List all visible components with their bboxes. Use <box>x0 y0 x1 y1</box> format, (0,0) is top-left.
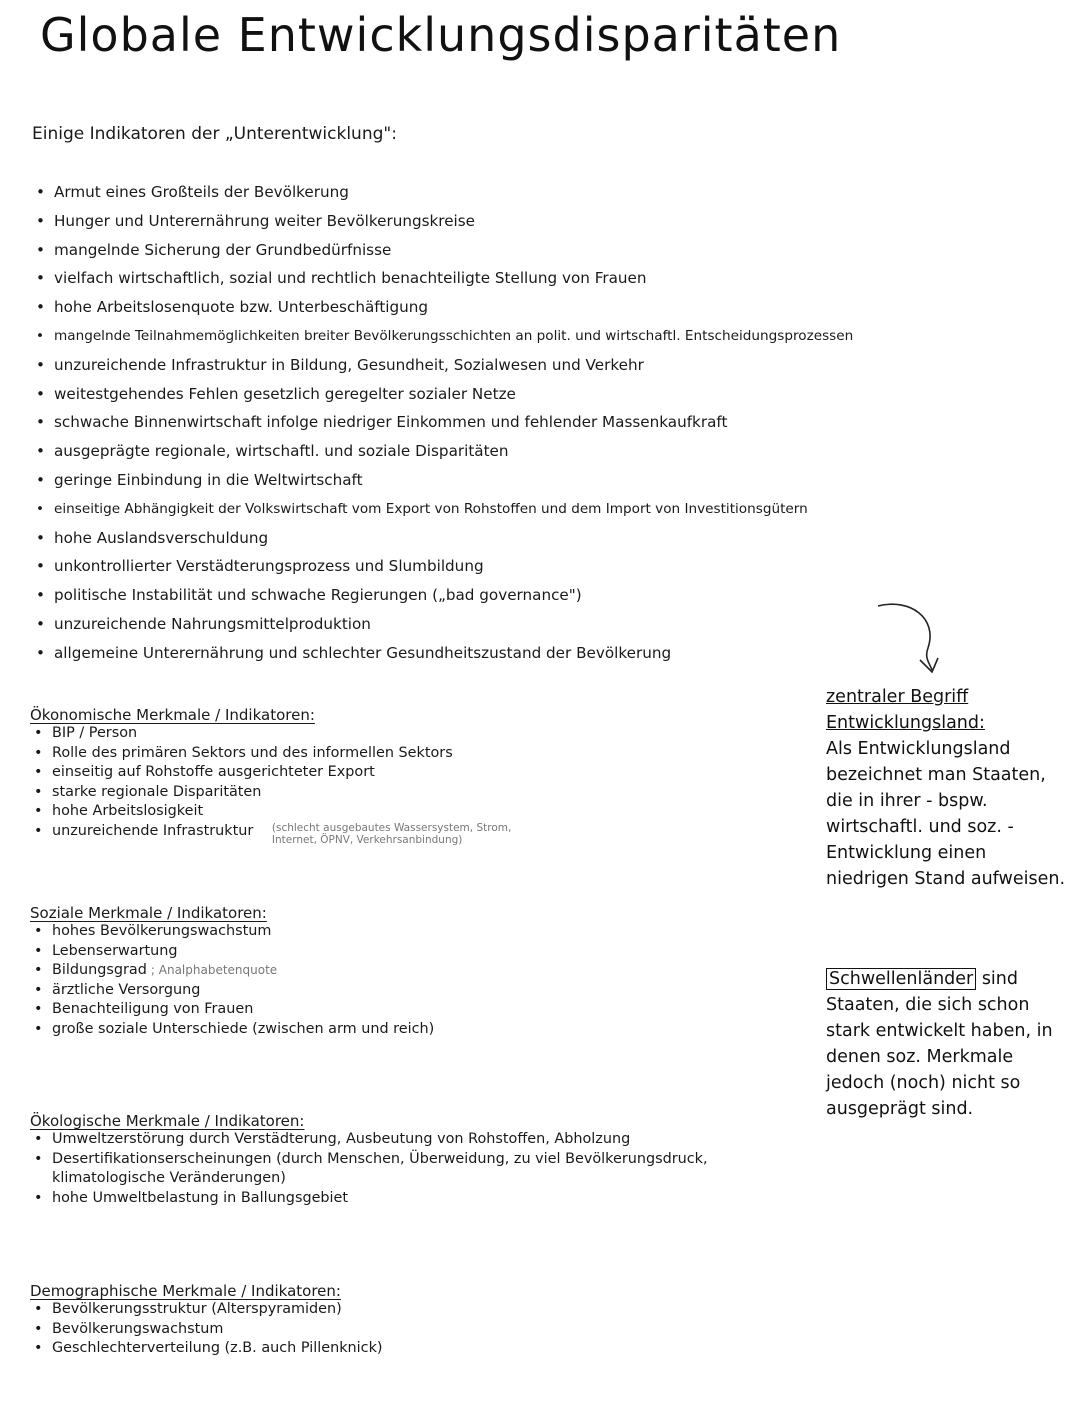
list-item: • starke regionale Disparitäten <box>30 783 511 803</box>
list-item: • Bevölkerungswachstum <box>30 1320 383 1340</box>
list-item: • Umweltzerstörung durch Verstädterung, Ausbeutung von Rohstoffen, Abholzung <box>30 1130 790 1150</box>
section-heading: Demographische Merkmale / Indikatoren: <box>30 1282 341 1300</box>
list-item: • BIP / Person <box>30 724 511 744</box>
list-item: • hohe Arbeitslosigkeit <box>30 802 511 822</box>
defined-term: Schwellenländer <box>826 968 976 990</box>
side-label: zentraler Begriff <box>826 687 969 707</box>
section-heading: Ökologische Merkmale / Indikatoren: <box>30 1112 305 1130</box>
list-item: • hohe Umweltbelastung in Ballungsgebiet <box>30 1189 790 1209</box>
list-item: • politische Instabilität und schwache Regierungen („bad governance") <box>32 581 853 610</box>
list-item <box>30 822 511 846</box>
demographic-section <box>30 1282 383 1359</box>
list-item: • mangelnde Teilnahmemöglichkeiten breiter Bevölkerungsschichten an polit. und wirtschaftl. Entscheidungsprozessen <box>32 322 853 351</box>
page-title: Globale Entwicklungsdisparitäten <box>40 8 842 62</box>
list-item: • unzureichende Infrastruktur in Bildung, Gesundheit, Sozialwesen und Verkehr <box>32 351 853 380</box>
list-item: • ärztliche Versorgung <box>30 981 434 1001</box>
section-heading: Soziale Merkmale / Indikatoren: <box>30 904 267 922</box>
list-item: • Bevölkerungsstruktur (Alterspyramiden) <box>30 1300 383 1320</box>
list-item: • hohe Arbeitslosenquote bzw. Unterbeschäftigung <box>32 293 853 322</box>
definition-box <box>826 684 1066 892</box>
defined-term: Entwicklungsland: <box>826 713 985 733</box>
ecological-section <box>30 1112 790 1208</box>
list-item: • vielfach wirtschaftlich, sozial und rechtlich benachteiligte Stellung von Frauen <box>32 264 853 293</box>
list-item: • Hunger und Unterernährung weiter Bevölkerungskreise <box>32 207 853 236</box>
infrastructure-note <box>272 822 511 846</box>
list-item: • Geschlechterverteilung (z.B. auch Pillenknick) <box>30 1339 383 1359</box>
list-item: • hohe Auslandsverschuldung <box>32 524 853 553</box>
list-item: • mangelnde Sicherung der Grundbedürfnisse <box>32 236 853 265</box>
literacy-note: ; Analphabetenquote <box>150 963 278 978</box>
list-item: • große soziale Unterschiede (zwischen arm und reich) <box>30 1020 434 1040</box>
section-heading: Ökonomische Merkmale / Indikatoren: <box>30 706 315 724</box>
definition-text: Als Entwicklungsland bezeichnet man Staaten, die in ihrer - bspw. wirtschaftl. und soz. - Entwicklung einen niedrigen Stand aufweisen. <box>826 739 1066 889</box>
curved-arrow-icon <box>870 598 940 678</box>
list-item-text: unzureichende Infrastruktur <box>52 822 254 839</box>
list-item: • allgemeine Unterernährung und schlechter Gesundheitszustand der Bevölkerung <box>32 639 853 668</box>
list-item: • weitestgehendes Fehlen gesetzlich geregelter sozialer Netze <box>32 380 853 409</box>
social-section <box>30 904 434 1040</box>
indicator-list <box>32 178 853 668</box>
list-item: • schwache Binnenwirtschaft infolge niedriger Einkommen und fehlender Massenkaufkraft <box>32 408 853 437</box>
list-item: • ausgeprägte regionale, wirtschaftl. und soziale Disparitäten <box>32 437 853 466</box>
list-item: • Desertifikationserscheinungen (durch Menschen, Überweidung, zu viel Bevölkerungsdruck, klimatologische Veränderungen) <box>30 1150 790 1189</box>
schwellenlaender-box <box>826 966 1066 1122</box>
list-item: • Armut eines Großteils der Bevölkerung <box>32 178 853 207</box>
list-item: • Benachteiligung von Frauen <box>30 1000 434 1020</box>
definition-text: sind Staaten, die sich schon stark entwickelt haben, in denen soz. Merkmale jedoch (noch) nicht so ausgeprägt sind. <box>826 969 1053 1119</box>
list-item: • unkontrollierter Verstädterungsprozess und Slumbildung <box>32 552 853 581</box>
note-line: Internet, ÖPNV, Verkehrsanbindung) <box>271 833 463 846</box>
list-item: • einseitig auf Rohstoffe ausgerichteter Export <box>30 763 511 783</box>
list-item: • unzureichende Nahrungsmittelproduktion <box>32 610 853 639</box>
intro-heading: Einige Indikatoren der „Unterentwicklung": <box>32 124 397 144</box>
economic-section <box>30 706 511 846</box>
list-item: • hohes Bevölkerungswachstum <box>30 922 434 942</box>
note-line: (schlecht ausgebautes Wassersystem, Strom, <box>271 821 512 834</box>
list-item: • einseitige Abhängigkeit der Volkswirtschaft vom Export von Rohstoffen und dem Import von Investitionsgütern <box>32 495 853 524</box>
list-item: • geringe Einbindung in die Weltwirtschaft <box>32 466 853 495</box>
list-item <box>30 961 434 981</box>
list-item: • Lebenserwartung <box>30 942 434 962</box>
list-item: • Rolle des primären Sektors und des informellen Sektors <box>30 744 511 764</box>
list-item-text: Bildungsgrad <box>52 962 147 979</box>
